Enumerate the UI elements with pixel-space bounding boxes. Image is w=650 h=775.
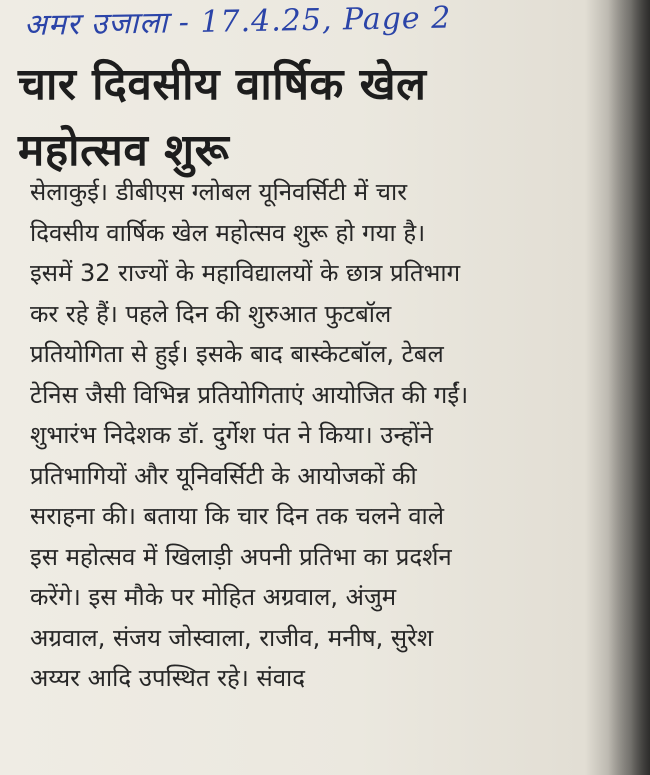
handwritten-source-note: अमर उजाला - 17.4.25, Page 2: [23, 0, 452, 43]
article-headline: [18, 52, 608, 184]
body-line: प्रतिभागियों और यूनिवर्सिटी के आयोजकों की: [30, 461, 417, 490]
body-line: अग्रवाल, संजय जोस्वाला, राजीव, मनीष, सुरेश: [30, 623, 434, 652]
body-line: इस महोत्सव में खिलाड़ी अपनी प्रतिभा का प्रदर्शन: [30, 542, 452, 571]
article-body: [30, 172, 620, 699]
body-line: दिवसीय वार्षिक खेल महोत्सव शुरू हो गया है।: [30, 218, 426, 247]
body-line: करेंगे। इस मौके पर मोहित अग्रवाल, अंजुम: [30, 583, 397, 611]
body-line: सेलाकुई। डीबीएस ग्लोबल यूनिवर्सिटी में चार: [30, 178, 408, 206]
headline-line: चार दिवसीय वार्षिक खेल: [18, 59, 427, 110]
scan-edge-shadow: [608, 0, 650, 775]
body-line: शुभारंभ निदेशक डॉ. दुर्गेश पंत ने किया। उन्होंने: [30, 421, 433, 449]
body-line: अय्यर आदि उपस्थित रहे। संवाद: [30, 664, 306, 692]
headline-line: महोत्सव शुरू: [18, 125, 230, 176]
body-line: सराहना की। बताया कि चार दिन तक चलने वाले: [30, 502, 445, 530]
body-line: कर रहे हैं। पहले दिन की शुरुआत फुटबॉल: [30, 299, 392, 328]
body-line: इसमें 32 राज्यों के महाविद्यालयों के छात्र प्रतिभाग: [30, 259, 461, 287]
body-line: टेनिस जैसी विभिन्न प्रतियोगिताएं आयोजित की गईं।: [30, 380, 469, 409]
body-line: प्रतियोगिता से हुई। इसके बाद बास्केटबॉल, टेबल: [30, 340, 444, 368]
